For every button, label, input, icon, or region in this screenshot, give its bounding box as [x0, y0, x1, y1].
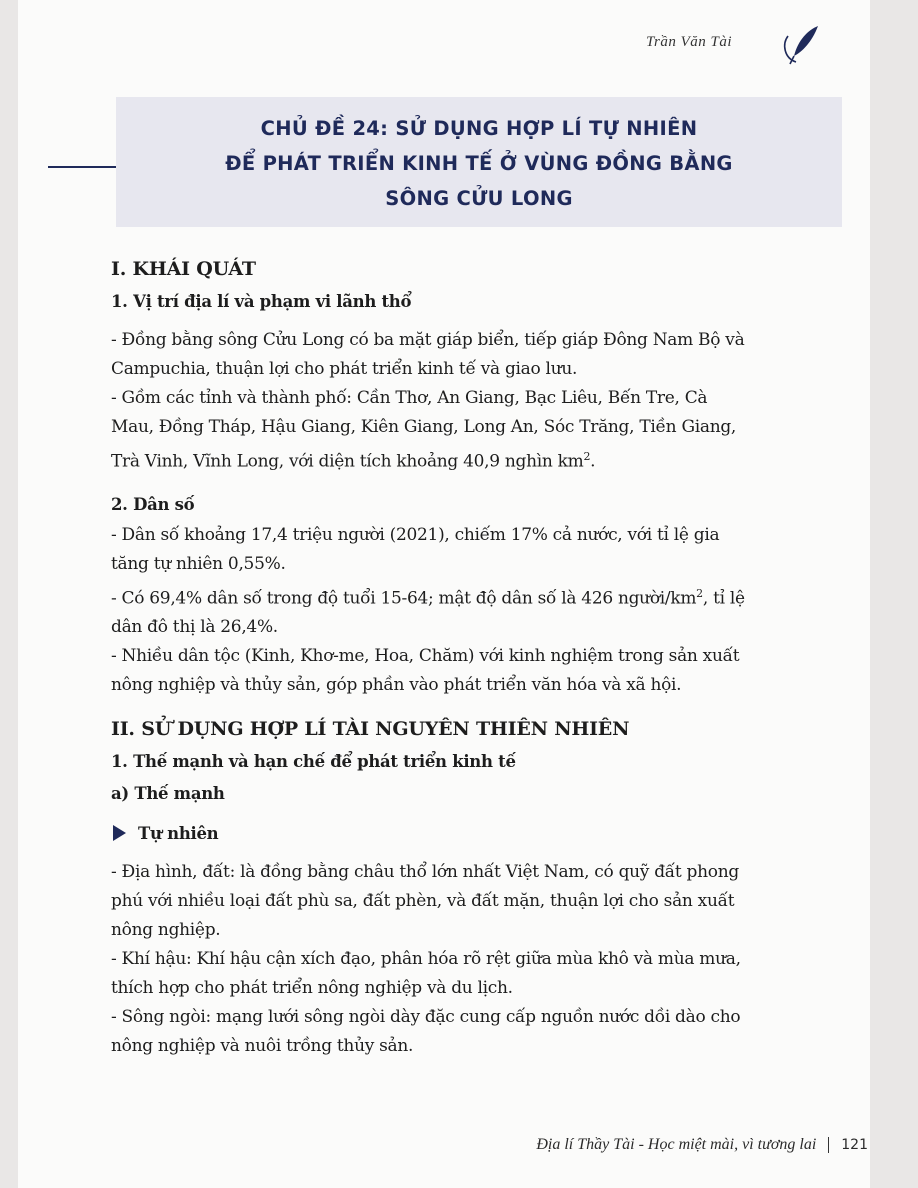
section-heading-resources: II. SỬ DỤNG HỢP LÍ TÀI NGUYÊN THIÊN NHIÊN [111, 718, 630, 741]
subheading-natural: Tự nhiên [111, 818, 823, 850]
paragraph-population-2: - Có 69,4% dân số trong độ tuổi 15-64; mật độ dân số là 426 người/$km^2$, tỉ lệ dân đô thị là 26,4%. [111, 586, 745, 638]
page-number: 121 [841, 1137, 868, 1153]
subheading-population: 2. Dân số [111, 494, 195, 514]
chapter-title-line-1: CHỦ ĐỀ 24: SỬ DỤNG HỢP LÍ TỰ NHIÊN [260, 117, 698, 140]
page-footer [438, 1135, 868, 1154]
book-page [18, 0, 870, 1188]
paragraph-terrain: - Địa hình, đất: là đồng bằng châu thổ lớn nhất Việt Nam, có quỹ đất phong phú với nhiều loại đất phù sa, đất phèn, và đất mặn, thuận lợi cho sản xuất nông nghiệp. [111, 862, 739, 941]
paragraph-location-2: - Gồm các tỉnh và thành phố: Cần Thơ, An Giang, Bạc Liêu, Bến Tre, Cà Mau, Đồng Tháp, Hậu Giang, Kiên Giang, Long An, Sóc Trăng, Tiền Giang, Trà Vinh, Vĩnh Long, với diện tích khoảng 40,9 nghìn $km^2$. [111, 388, 737, 472]
footer-separator [828, 1137, 829, 1153]
author-name: Trần Văn Tài [646, 34, 733, 50]
paragraph-climate: - Khí hậu: Khí hậu cận xích đạo, phân hóa rõ rệt giữa mùa khô và mùa mưa, thích hợp cho phát triển nông nghiệp và du lịch. [111, 949, 741, 999]
chapter-title-line-2: ĐỂ PHÁT TRIỂN KINH TẾ Ở VÙNG ĐỒNG BẰNG [225, 152, 733, 175]
section-heading-general: I. KHÁI QUÁT [111, 258, 256, 280]
chapter-title-line-3: SÔNG CỬU LONG [385, 187, 573, 210]
paragraph-population-1: - Dân số khoảng 17,4 triệu người (2021), chiếm 17% cả nước, với tỉ lệ gia tăng tự nhiên 0,55%. [111, 524, 720, 574]
footer-slogan: Địa lí Thầy Tài - Học miệt mài, vì tương lai [536, 1136, 817, 1153]
chapter-title-box [116, 97, 842, 227]
subheading-location: 1. Vị trí địa lí và phạm vi lãnh thổ [111, 292, 412, 311]
paragraph-rivers: - Sông ngòi: mạng lưới sông ngòi dày đặc cung cấp nguồn nước dồi dào cho nông nghiệp và nuôi trồng thủy sản. [111, 1007, 741, 1057]
subheading-strengths-limits: 1. Thế mạnh và hạn chế để phát triển kinh tế [111, 752, 516, 772]
paragraph-location-1: - Đồng bằng sông Cửu Long có ba mặt giáp biển, tiếp giáp Đông Nam Bộ và Campuchia, thuận lợi cho phát triển kinh tế và giao lưu. [111, 330, 745, 379]
quill-icon [778, 22, 824, 68]
page-content [111, 252, 823, 1061]
subheading-strengths: a) Thế mạnh [111, 784, 225, 804]
triangle-bullet-icon [113, 825, 126, 841]
paragraph-population-3: - Nhiều dân tộc (Kinh, Khơ-me, Hoa, Chăm) với kinh nghiệm trong sản xuất nông nghiệp và thủy sản, góp phần vào phát triển văn hóa và xã hội. [111, 646, 740, 696]
